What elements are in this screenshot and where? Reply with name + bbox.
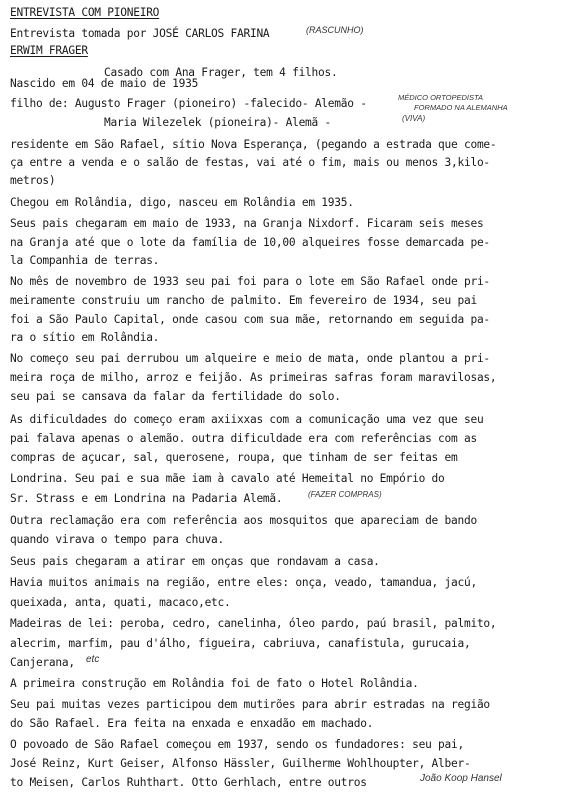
text-line: Outra reclamação era com referência aos mosquitos que apareciam de bando (10, 514, 477, 527)
draft-note: (RASCUNHO) (306, 25, 364, 35)
text-line: alecrim, marfim, pau d'álho, figueira, cabriuva, canafistula, gurucaia, (10, 637, 471, 650)
text-line: Casado com Ana Frager, tem 4 filhos. (104, 66, 338, 79)
text-line: Seu pai muitas vezes participou dem mutirões para abrir estradas na região (10, 698, 490, 711)
handwritten-note: João Koop Hansel (420, 773, 502, 784)
handwritten-note: (FAZER COMPRAS) (308, 490, 382, 499)
text-line: Chegou em Rolândia, digo, nasceu em Rolândia em 1935. (10, 196, 354, 209)
text-line: Maria Wilezelek (pioneira)- Alemã - (104, 116, 331, 129)
text-line: Madeiras de lei: peroba, cedro, canelinha, óleo pardo, paú brasil, palmito, (10, 617, 497, 630)
text-line: filho de: Augusto Frager (pioneiro) -falecido- Alemão - (10, 97, 367, 110)
text-line: ra o sítio em Rolândia. (10, 331, 160, 344)
text-line: José Reinz, Kurt Geiser, Alfonso Hässler, Guilherme Wohlhoupter, Alber- (10, 757, 471, 770)
text-line: Havia muitos animais na região, entre eles: onça, veado, tamandua, jacú, (10, 576, 477, 589)
text-line: ça entre a venda e o salão de festas, vai até o fim, mais ou menos 3,kilo- (10, 156, 490, 169)
text-line: Sr. Strass e em Londrina na Padaria Alemã. (10, 492, 283, 505)
handwritten-note: etc (86, 654, 100, 665)
text-line: A primeira construção em Rolândia foi de fato o Hotel Rolândia. (10, 677, 419, 690)
text-line: Nascido em 04 de maio de 1935 (10, 77, 199, 90)
text-line: foi a São Paulo Capital, onde casou com sua mãe, retornando em seguida pa- (10, 313, 490, 326)
text-line: No começo seu pai derrubou um alqueire e meio de mata, onde plantou a pri- (10, 352, 490, 365)
text-line: metros) (10, 174, 56, 187)
handwritten-note: MÉDICO ORTOPEDISTA (398, 93, 484, 102)
text-line: O povoado de São Rafael começou em 1937, sendo os fundadores: seu pai, (10, 738, 464, 751)
text-line: No mês de novembro de 1933 seu pai foi para o lote em São Rafael onde pri- (10, 275, 490, 288)
text-line: compras de açucar, sal, querosene, roupa, que tinham de ser feitas em (10, 451, 458, 464)
text-line: quando virava o tempo para chuva. (10, 533, 225, 546)
text-line: meiramente construiu um rancho de palmito. Em fevereiro de 1934, seu pai (10, 294, 477, 307)
handwritten-note: FORMADO NA ALEMANHA (414, 103, 508, 112)
text-line: Canjerana, (10, 656, 75, 669)
text-line: pai falava apenas o alemão. outra dificuldade era com referências com as (10, 432, 477, 445)
text-line: na Granja até que o lote da família de 10,00 alqueires fosse demarcada pe- (10, 236, 490, 249)
interview-by: Entrevista tomada por JOSÉ CARLOS FARINA (10, 27, 270, 40)
text-line: do São Rafael. Era feita na enxada e enxadão em machado. (10, 717, 374, 730)
text-line: seu pai se cansava da falar da fertilidade do solo. (10, 390, 341, 403)
text-line: la Companhia de terras. (10, 254, 160, 267)
text-line: As dificuldades do começo eram axiixxas com a comunicação uma vez que seu (10, 413, 484, 426)
handwritten-note: (VIVA) (402, 114, 426, 123)
text-line: to Meisen, Carlos Ruhthart. Otto Gerhlach, entre outros (10, 776, 367, 789)
text-line: queixada, anta, quati, macaco,etc. (10, 596, 231, 609)
text-line: Seus pais chegaram a atirar em onças que rondavam a casa. (10, 555, 380, 568)
text-line: Londrina. Seu pai e sua mãe iam à cavalo até Hemeital no Empório do (10, 472, 445, 485)
document-title: ENTREVISTA COM PIONEIRO (10, 6, 160, 19)
text-line: residente em São Rafael, sítio Nova Esperança, (pegando a estrada que come- (10, 138, 497, 151)
text-line: meira roça de milho, arroz e feijão. As primeiras safras foram maravilosas, (10, 371, 497, 384)
text-line: Seus pais chegaram em maio de 1933, na Granja Nixdorf. Ficaram seis meses (10, 217, 484, 230)
interviewee-name: ERWIM FRAGER (10, 44, 88, 57)
